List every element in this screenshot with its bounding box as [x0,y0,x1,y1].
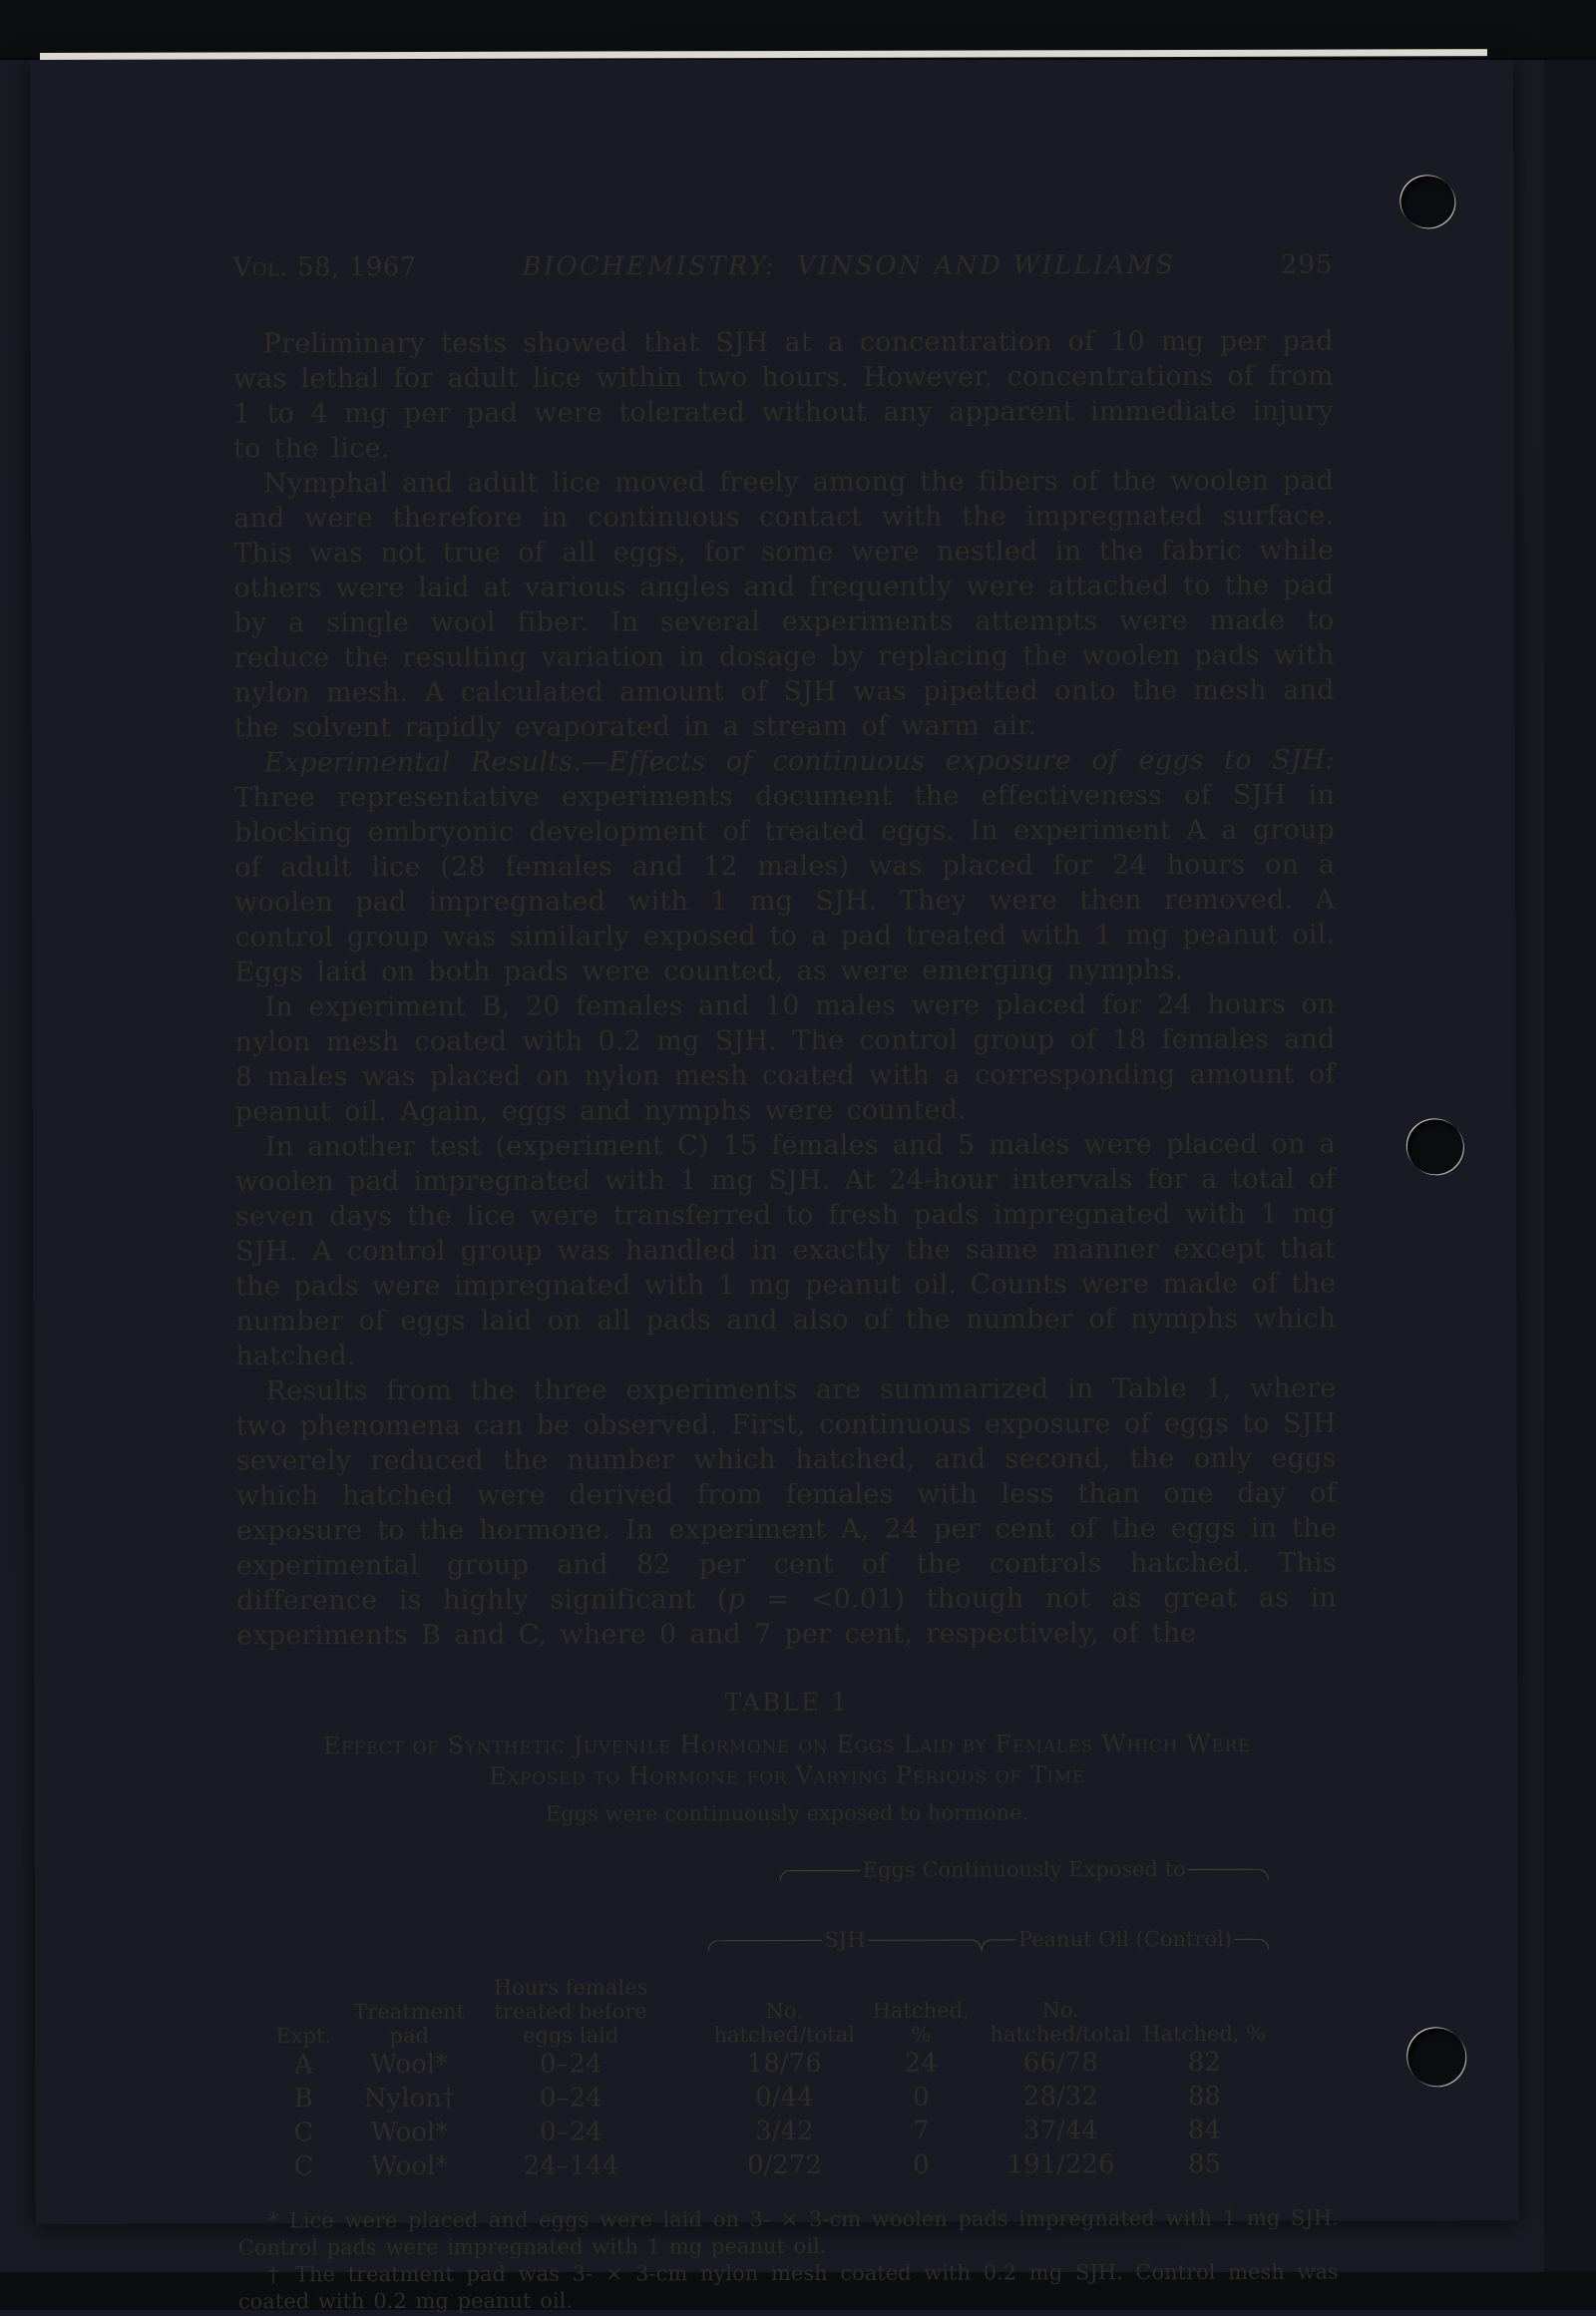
paragraph-text: Nymphal and adult lice moved freely among the fibers of the woolen pad and were therefore in continuous contact with the impregnated surface. This was not true of all eggs, for some were nestled in the fabric while others were laid at various angles and frequently were attached to the pad by a single wool fiber. In several experiments attempts were made to reduce the resulting variation in dosage by replacing the woolen pads with nylon mesh. A calculated amount of SJH was pipetted onto the mesh and the solvent rapidly evaporated in a stream of warm air. [233,465,1335,744]
cell-hours: 0–24 [539,2083,602,2114]
paragraph-3 [234,743,1336,990]
col-header-expt: Expt. [275,2024,332,2049]
results-table [261,1834,1270,2184]
table-row [261,2080,1269,2117]
cell-sjh-pct: 7 [913,2116,930,2146]
cell-gap [668,2047,708,2081]
punch-hole-bottom [1407,2028,1465,2086]
cell-hours: 0–24 [540,2117,602,2147]
spanner-hook-left [708,1940,722,1951]
spanner-label: Peanut Oil (Control) [1017,1926,1233,1952]
cell-expt: B [293,2084,313,2115]
spanner-hook-right [968,1940,982,1951]
cell-hours: 24–144 [523,2150,619,2181]
spanner-rule [794,1870,861,1881]
paragraph-text: In experiment B, 20 females and 10 males were placed for 24 hours on nylon mesh coated with 0.2 mg SJH. The control group of 18 females and 8 males was placed on nylon mesh coated with a corresponding amount of peanut oil. Again, eggs and nymphs were counted. [234,988,1336,1128]
backdrop-right-shadow [1544,0,1596,2310]
table-label: TABLE 1 [724,1687,850,1718]
spanner-hook-right [1255,1869,1269,1880]
col-gap [668,1975,708,2047]
col-header-treatment-pad: Treatment pad [353,1999,466,2049]
cell-hours: 0–24 [539,2049,602,2080]
cell-gap [668,2081,708,2115]
running-title: BIOCHEMISTRY: VINSON AND WILLIAMS [522,249,1176,282]
spanner-rule [1188,1869,1255,1880]
footnote-dagger: † The treatment pad was 3- × 3-cm nylon mesh coated with 0.2 mg SJH. Control mesh was coated with 0.2 mg peanut oil. [237,2259,1339,2314]
cell-sjh-pct: 24 [904,2048,938,2079]
paragraph-text: = <0.01) though not as great as in experiments B and C, where 0 and 7 per cent, respectively, of the [236,1582,1338,1652]
paragraph-1 [233,324,1334,467]
table-title [236,1729,1337,1793]
cell-pad: Wool* [370,2150,449,2182]
col-header-sjh-hatched-pct: Hatched, % [872,1998,970,2047]
cell-gap [668,2115,708,2148]
col-header-hours: Hours females treated before eggs laid [493,1975,648,2048]
col-header-ctrl-no-hatched: No. hatched/total [990,1998,1131,2047]
cell-expt: C [293,2151,314,2182]
spanner-row-main [261,1834,1269,1907]
cell-ctrl-pct: 84 [1187,2115,1222,2145]
col-header-ctrl-hatched-pct: Hatched, % [1142,2021,1267,2047]
cell-ctrl-pct: 82 [1187,2047,1221,2078]
cell-ctrl-pct: 85 [1187,2148,1222,2179]
running-head [233,250,1334,283]
paragraph-text: In another test (experiment C) 15 females and 5 males were placed on a woolen pad impregnated with 1 mg SJH. At 24-hour intervals for a total of seven days the lice were transferred to fresh pads impregnated with 1 mg SJH. A control group was handled in exactly the same manner except that the pads were impregnated with 1 mg peanut oil. Counts were made of the number of eggs laid on all pads and also of the number of nymphs which hatched. [234,1128,1337,1372]
cell-expt: A [293,2050,313,2081]
volume-info: Vol. 58, 1967 [232,251,417,283]
punch-hole-middle [1407,1119,1463,1174]
table-subtitle: Eggs were continuously exposed to hormone. [545,1800,1029,1826]
table-title-line2: Exposed to Hormone for Varying Periods of Time [489,1760,1085,1790]
page-number: 295 [1280,249,1334,280]
article-body [233,324,1337,1654]
cell-sjh-no: 0/272 [747,2149,823,2181]
table-body [261,2046,1269,2184]
cell-ctrl-pct: 88 [1187,2081,1221,2112]
spanner-rule [867,1940,967,1951]
spanner-hook-left [780,1870,794,1881]
table-row [261,2147,1269,2184]
spanner-hook-right [1255,1939,1269,1950]
column-header-row [261,1974,1269,2049]
cell-ctrl-no: 37/44 [1022,2116,1098,2146]
p-value-symbol: p [727,1584,746,1616]
punch-hole-top [1400,176,1454,227]
cell-sjh-pct: 0 [913,2082,930,2113]
cell-ctrl-no: 66/78 [1022,2048,1098,2079]
cell-gap [668,2148,708,2182]
cell-expt: C [293,2118,314,2148]
spanner-peanut-oil-control [982,1928,1269,1951]
paragraph-2 [233,464,1335,746]
cell-pad: Wool* [370,2117,449,2148]
paragraph-text: Results from the three experiments are summarized in Table 1, where two phenomena can be observed. First, continuous exposure of eggs to SJH severely reduced the number which hatched, and second, the only eggs which hatched were derived from females with less than one day of exposure to the hormone. In experiment A, 24 per cent of the eggs in the experimental group and 82 per cent of the controls hatched. This difference is highly significant ( [235,1372,1337,1617]
table-row [261,2114,1269,2150]
cell-ctrl-no: 28/32 [1022,2082,1098,2113]
cell-sjh-no: 18/76 [746,2048,822,2080]
spanner-hook-left [982,1939,996,1950]
table-1-block [236,1687,1339,2316]
cell-pad: Nylon† [363,2083,455,2115]
table-row [261,2046,1269,2083]
paragraph-text: Three representative experiments document the effectiveness of SJH in blocking embryonic development of treated eggs. In experiment A a group of adult lice (28 females and 12 males) was placed for 24 hours on a woolen pad impregnated with 1 mg SJH. They were then removed. A control group was similarly exposed to a pad treated with 1 mg peanut oil. Eggs laid on both pads were counted, as were emerging nymphs. [233,779,1336,988]
paragraph-4 [234,987,1335,1130]
footnote-asterisk: * Lice were placed and eggs were laid on 3- × 3-cm woolen pads impregnated with 1 mg SJH. Control pads were impregnated with 1 mg peanut oil. [237,2205,1339,2260]
cell-sjh-pct: 0 [913,2149,930,2180]
paragraph-6 [235,1371,1337,1654]
cell-ctrl-no: 191/226 [1006,2149,1115,2180]
spanner-rule [1234,1939,1255,1950]
spanner-rule [996,1939,1016,1950]
cell-sjh-no: 3/42 [755,2116,814,2147]
spanner-eggs-exposed [780,1858,1269,1881]
paragraph-5 [235,1127,1337,1374]
col-header-sjh-no-hatched: No. hatched/total [713,1998,855,2048]
table-footnotes [238,2205,1339,2316]
page-content [232,57,1339,2316]
section-lead-italic: Experimental Results.—Effects of continuous exposure of eggs to SJH: [263,744,1335,779]
spanner-rule [722,1940,822,1951]
spanner-label: SJH [824,1927,866,1952]
paragraph-text: Preliminary tests showed that SJH at a concentration of 10 mg per pad was lethal for adult lice within two hours. However, concentrations of from 1 to 4 mg per pad were tolerated without any apparent immediate injury to the lice. [232,325,1334,465]
table-head [261,1834,1270,2049]
cell-sjh-no: 0/44 [755,2082,814,2114]
cell-pad: Wool* [370,2049,449,2081]
spanner-label: Eggs Continuously Exposed to [862,1856,1186,1882]
spanner-sjh [708,1929,982,1952]
journal-page [30,56,1519,2314]
table-title-line1: Effect of Synthetic Juvenile Hormone on Eggs Laid by Females Which Were [322,1729,1251,1760]
spanner-row-groups [261,1904,1269,1977]
